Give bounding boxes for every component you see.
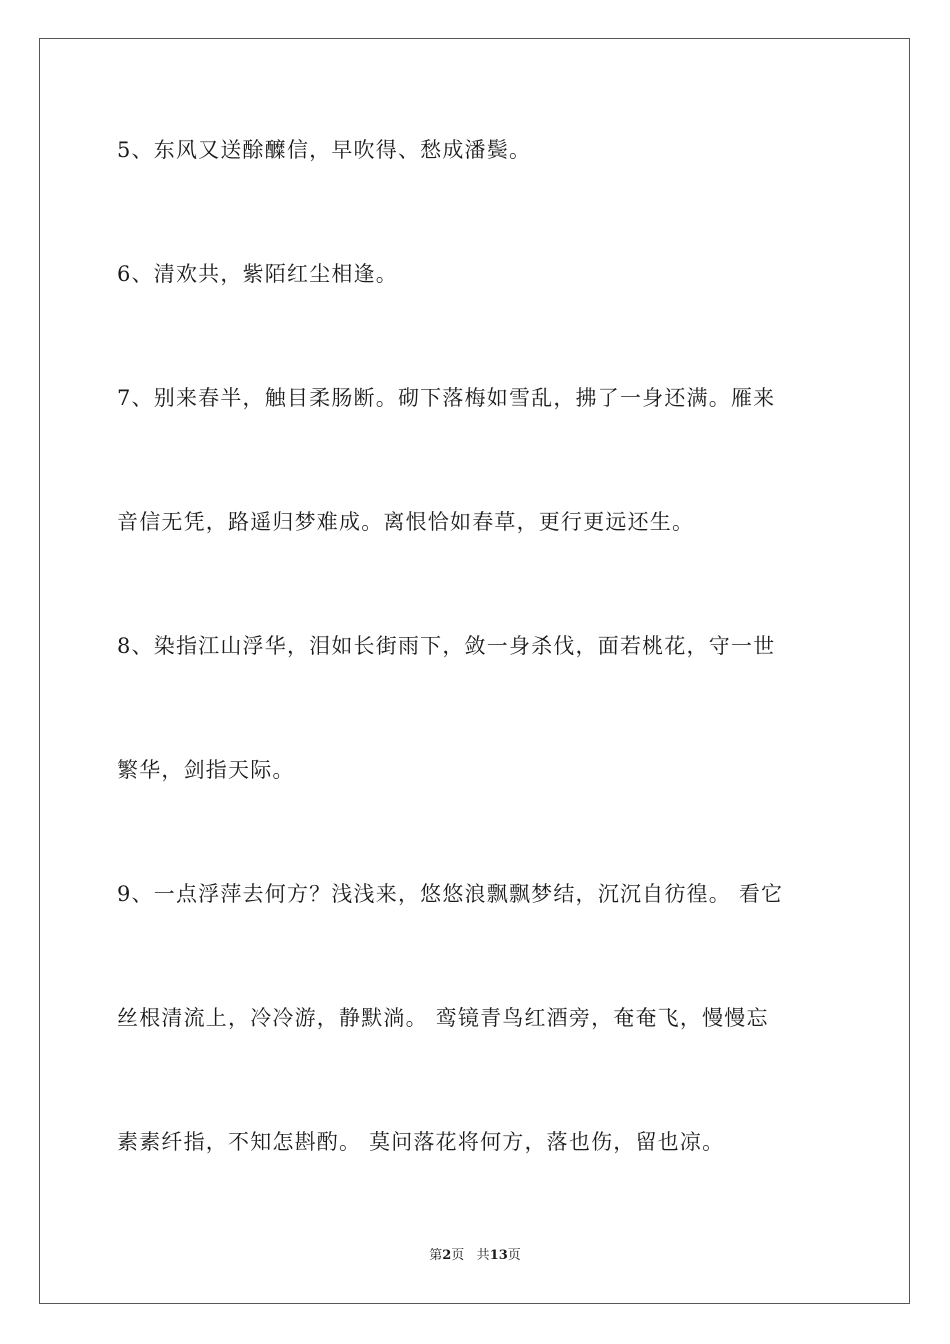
text-line-3: 7、别来春半，触目柔肠断。砌下落梅如雪乱，拂了一身还满。雁来 xyxy=(117,386,776,410)
footer-total-suffix: 页 xyxy=(507,1248,521,1263)
text-line-8: 丝根清流上，冷冷游，静默淌。 鸾镜青鸟红酒旁，奄奄飞，慢慢忘 xyxy=(117,1006,769,1030)
text-line-1: 5、东风又送酴醾信，早吹得、愁成潘鬓。 xyxy=(117,138,532,162)
footer-total-pages: 13 xyxy=(489,1248,508,1263)
text-line-5: 8、染指江山浮华，泪如长街雨下，敛一身杀伐，面若桃花，守一世 xyxy=(117,634,776,658)
footer-page-number: 2 xyxy=(442,1248,452,1263)
footer-page-prefix: 第 xyxy=(429,1248,443,1263)
text-line-2: 6、清欢共，紫陌红尘相逢。 xyxy=(117,262,398,286)
footer-total-prefix: 共 xyxy=(476,1248,490,1263)
text-line-7: 9、一点浮萍去何方？浅浅来，悠悠浪飘飘梦结，沉沉自彷徨。 看它 xyxy=(117,882,784,906)
text-line-4: 音信无凭，路遥归梦难成。离恨恰如春草，更行更远还生。 xyxy=(117,510,695,534)
text-line-9: 素素纤指，不知怎斟酌。 莫问落花将何方，落也伤，留也凉。 xyxy=(117,1130,725,1154)
footer-page-suffix: 页 xyxy=(451,1248,465,1263)
page-border xyxy=(39,38,910,1304)
text-line-6: 繁华，剑指天际。 xyxy=(117,758,295,782)
page-footer xyxy=(0,1246,950,1266)
